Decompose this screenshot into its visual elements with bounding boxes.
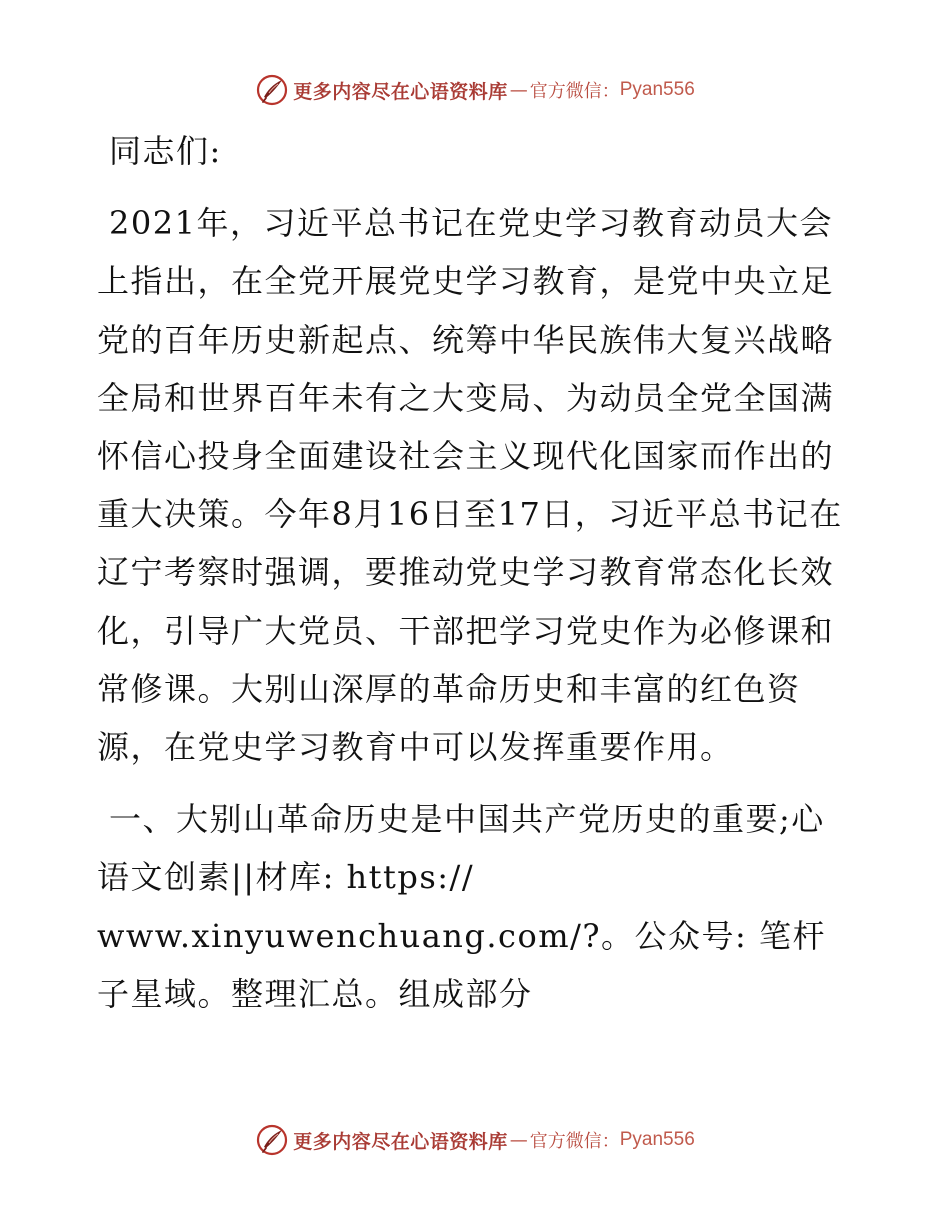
footer-watermark-banner bbox=[0, 1120, 950, 1160]
banner-official-label: 官方微信： bbox=[529, 81, 620, 102]
section-heading-part-b: www.xinyuwenchuang.com/?。公众号: 笔杆子星域。整理汇总。组成部分 bbox=[97, 916, 826, 1013]
document-body bbox=[97, 122, 857, 1023]
quill-pen-logo-icon bbox=[255, 73, 289, 107]
body-paragraph: 2021年，习近平总书记在党史学习教育动员大会上指出，在全党开展党史学习教育，是党中央立足党的百年历史新起点、统筹中华民族伟大复兴战略全局和世界百年未有之大变局、为动员全党全国满怀信心投身全面建设社会主义现代化国家而作出的重大决策。今年8月16日至17日，习近平总书记在辽宁考察时强调，要推动党史学习教育常态化长效化，引导广大党员、干部把学习党史作为必修课和常修课。大别山深厚的革命历史和丰富的红色资源，在党史学习教育中可以发挥重要作用。 bbox=[97, 204, 843, 767]
banner-dash: — bbox=[509, 79, 528, 101]
banner-promo-text: 更多内容尽在心语资料库 bbox=[293, 80, 508, 103]
banner-official-label: 官方微信： bbox=[529, 1131, 620, 1152]
section-heading-part-a: 一、大别山革命历史是中国共产党历史的重要;心语文创素||材库: https:// bbox=[97, 800, 825, 897]
banner-wechat-id: Pyan556 bbox=[619, 1129, 695, 1150]
banner-promo-text: 更多内容尽在心语资料库 bbox=[293, 1130, 508, 1153]
banner-wechat-id: Pyan556 bbox=[619, 79, 695, 100]
salutation: 同志们: bbox=[109, 132, 222, 170]
header-watermark-banner bbox=[0, 70, 950, 110]
quill-pen-logo-icon bbox=[255, 1123, 289, 1157]
banner-dash: — bbox=[509, 1129, 528, 1151]
